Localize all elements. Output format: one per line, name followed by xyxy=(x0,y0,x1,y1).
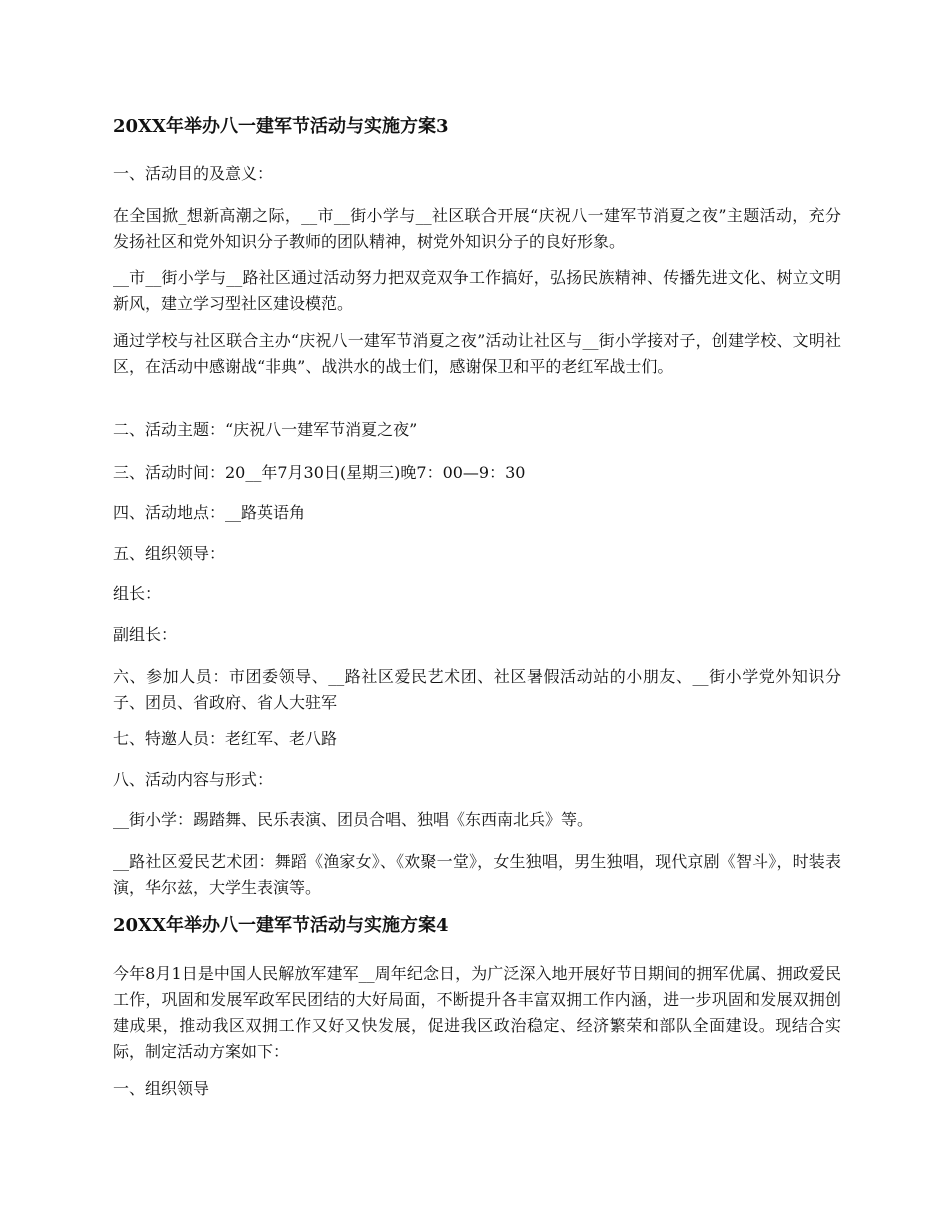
section-3-paragraph: 二、活动主题：“庆祝八一建军节消夏之夜” xyxy=(113,420,418,439)
section-3-paragraph: 四、活动地点：__路英语角 xyxy=(113,503,306,522)
section-3-title: 20XX年举办八一建军节活动与实施方案3 xyxy=(113,116,449,137)
section-4-title: 20XX年举办八一建军节活动与实施方案4 xyxy=(113,915,449,936)
section-3-paragraph: 通过学校与社区联合主办“庆祝八一建军节消夏之夜”活动让社区与__街小学接对子，创建学校、文明社区，在活动中感谢战“非典”、战洪水的战士们，感谢保卫和平的老红军战士们。 xyxy=(113,331,841,376)
section-3-paragraph: __街小学：踢踏舞、民乐表演、团员合唱、独唱《东西南北兵》等。 xyxy=(113,810,594,829)
section-3-paragraph: 三、活动时间：20__年7月30日(星期三)晚7：00—9：30 xyxy=(113,463,526,482)
section-3-paragraph: 七、特邀人员：老红军、老八路 xyxy=(113,729,338,748)
section-3-paragraph: 组长： xyxy=(113,584,162,603)
section-3-paragraph: 副组长： xyxy=(113,625,178,644)
section-3-paragraph: 在全国掀_想新高潮之际，__市__街小学与__社区联合开展“庆祝八一建军节消夏之夜”主题活动，充分发扬社区和党外知识分子教师的团队精神，树党外知识分子的良好形象。 xyxy=(113,206,841,251)
section-3-paragraph: 一、活动目的及意义： xyxy=(113,164,274,183)
section-3-paragraph: 五、组织领导： xyxy=(113,544,226,563)
section-4-paragraph: 今年8月1日是中国人民解放军建军__周年纪念日，为广泛深入地开展好节日期间的拥军优属、拥政爱民工作，巩固和发展军政军民团结的大好局面，不断提升各丰富双拥工作内涵，进一步巩固和发展双拥创建成果，推动我区双拥工作又好又快发展，促进我区政治稳定、经济繁荣和部队全面建设。现结合实际，制定活动方案如下： xyxy=(113,964,841,1061)
section-4-paragraph: 一、组织领导 xyxy=(113,1079,210,1098)
section-3-paragraph: __市__街小学与__路社区通过活动努力把双竞双争工作搞好，弘扬民族精神、传播先进文化、树立文明新风，建立学习型社区建设模范。 xyxy=(113,268,841,313)
section-3-paragraph: __路社区爱民艺术团：舞蹈《渔家女》、《欢聚一堂》，女生独唱，男生独唱，现代京剧《智斗》，时装表演，华尔兹，大学生表演等。 xyxy=(113,852,841,897)
section-3-paragraph: 六、参加人员：市团委领导、__路社区爱民艺术团、社区暑假活动站的小朋友、__街小学党外知识分子、团员、省政府、省人大驻军 xyxy=(113,667,841,712)
section-3-paragraph: 八、活动内容与形式： xyxy=(113,770,274,789)
